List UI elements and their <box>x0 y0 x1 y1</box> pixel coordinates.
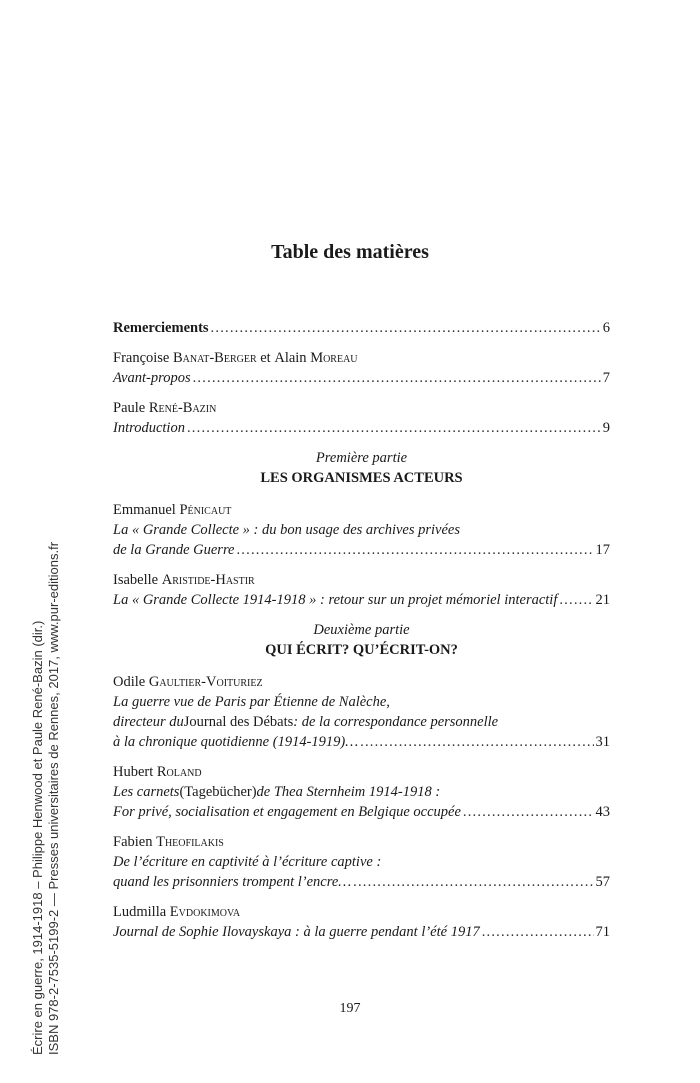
entry-title-line: à la chronique quotidienne (1914-1919)… <box>113 734 359 750</box>
toc-entry[interactable] <box>113 672 610 752</box>
part-label: Deuxième partie <box>313 622 410 638</box>
entry-title: Remerciements <box>113 320 209 336</box>
entry-author: Emmanuel Pénicaut <box>113 502 232 518</box>
side-note-line-2: ISBN 978-2-7535-5199-2 — Presses universitaires de Rennes, 2017, www.pur-editions.fr <box>46 541 61 1055</box>
entry-page: 57 <box>595 874 610 890</box>
entry-title: Avant-propos <box>113 370 191 386</box>
part-title: QUI ÉCRIT? QU’ÉCRIT-ON? <box>265 642 458 658</box>
entry-page: 21 <box>595 592 610 608</box>
entry-title-line: For privé, socialisation et engagement en Belgique occupée <box>113 804 461 820</box>
entry-title: Introduction <box>113 420 185 436</box>
entry-page: 6 <box>602 320 610 336</box>
entry-page: 17 <box>595 542 610 558</box>
toc-entry-remerciements[interactable] <box>113 318 610 338</box>
part-title: LES ORGANISMES ACTEURS <box>260 470 463 486</box>
entry-page: 7 <box>602 370 610 386</box>
entry-title-line: quand les prisonniers trompent l’encre… <box>113 874 352 890</box>
dot-leader <box>193 368 601 388</box>
entry-page: 31 <box>595 734 610 750</box>
toc-entry[interactable] <box>113 832 610 892</box>
dot-leader <box>360 732 593 752</box>
side-note-line-1: Écrire en guerre, 1914-1918 – Philippe Henwood et Paule René-Bazin (dir.) <box>30 620 45 1055</box>
entry-page: 9 <box>602 420 610 436</box>
entry-page: 71 <box>595 924 610 940</box>
dot-leader <box>236 540 593 560</box>
entry-title-line: Les carnets (Tagebücher) de Thea Sternheim 1914-1918 : <box>113 784 441 800</box>
part-label: Première partie <box>315 450 408 466</box>
toc-entry[interactable] <box>113 570 610 610</box>
entry-author: Isabelle Aristide-Hastir <box>113 572 255 588</box>
page-title: Table des matières <box>271 241 429 263</box>
entry-author: Paule René-Bazin <box>113 400 217 416</box>
entry-authors: Françoise Banat-Berger et Alain Moreau <box>113 350 358 366</box>
entry-author: Fabien Theofilakis <box>113 834 224 850</box>
page-number: 197 <box>339 1001 361 1016</box>
entry-title-line: La « Grande Collecte 1914-1918 » : retour sur un projet mémoriel interactif <box>113 592 558 608</box>
dot-leader <box>211 318 601 338</box>
entry-title-line: La « Grande Collecte » : du bon usage des archives privées <box>113 522 460 538</box>
dot-leader <box>353 872 593 892</box>
toc-entry[interactable] <box>113 902 610 942</box>
entry-author: Odile Gaultier-Voituriez <box>113 674 263 690</box>
dot-leader <box>463 802 594 822</box>
toc-entry[interactable] <box>113 500 610 560</box>
entry-title-line: De l’écriture en captivité à l’écriture captive : <box>113 854 382 870</box>
entry-title-line: de la Grande Guerre <box>113 542 235 558</box>
dot-leader <box>482 922 594 942</box>
entry-title-line: directeur du Journal des Débats : de la correspondance personnelle <box>113 714 499 730</box>
table-of-contents <box>113 318 610 952</box>
entry-page: 43 <box>595 804 610 820</box>
entry-author: Ludmilla Evdokimova <box>113 904 241 920</box>
dot-leader <box>187 418 601 438</box>
entry-title-line: La guerre vue de Paris par Étienne de Nalèche, <box>113 694 390 710</box>
side-copyright-note <box>30 495 62 1055</box>
toc-entry[interactable] <box>113 762 610 822</box>
dot-leader <box>559 590 593 610</box>
toc-entry-introduction[interactable] <box>113 398 610 438</box>
toc-entry-avant-propos[interactable] <box>113 348 610 388</box>
entry-title-line: Journal de Sophie Ilovayskaya : à la guerre pendant l’été 1917 <box>113 924 480 940</box>
entry-author: Hubert Roland <box>113 764 202 780</box>
